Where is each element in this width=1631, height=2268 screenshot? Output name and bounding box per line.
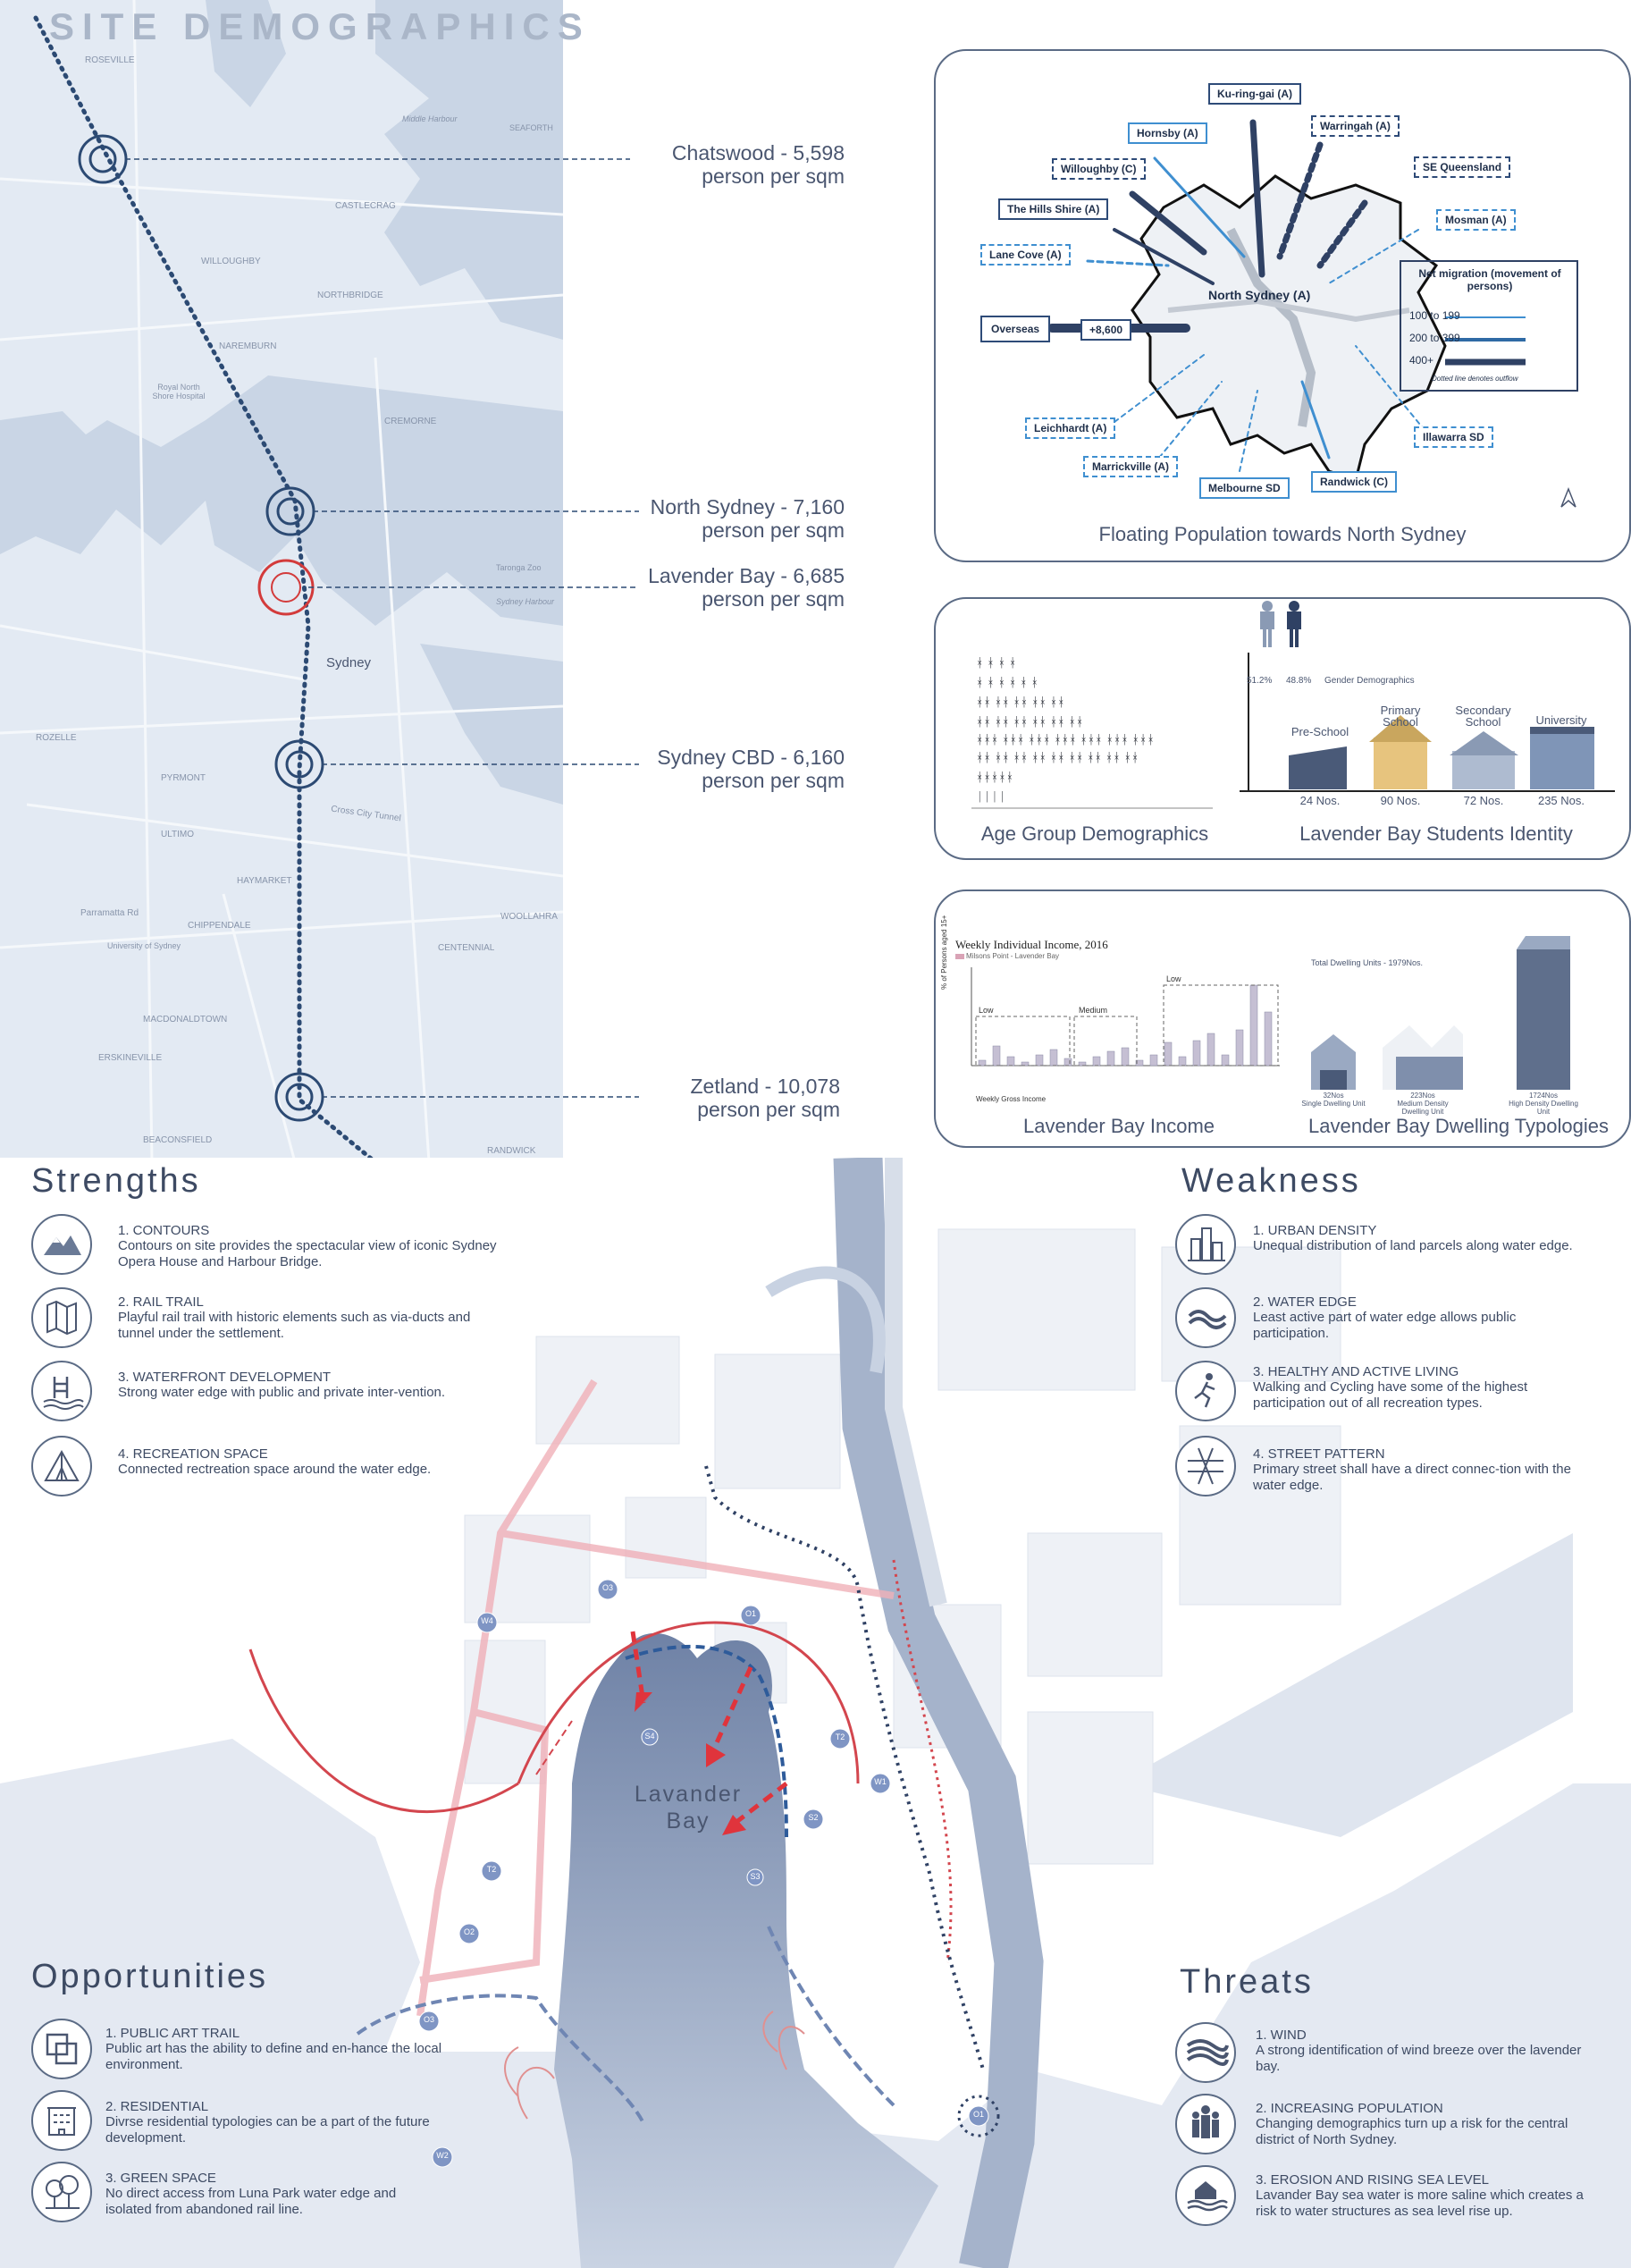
income-bar [1207, 1033, 1215, 1066]
income-bar [1064, 1058, 1072, 1066]
apartment-icon [31, 2090, 92, 2151]
station-zetland [572, 1075, 840, 1121]
legend-title: Net migration (movement of persons) [1418, 267, 1561, 292]
map-label-woollahra: WOOLLAHRA [500, 912, 558, 922]
map-label-taronga: Taronga Zoo [496, 563, 542, 572]
weakness-item-4 [1253, 1446, 1575, 1494]
dwelling-high-count: 1724Nos [1528, 1092, 1559, 1100]
threat-item-1-title: 1. WIND [1256, 2028, 1307, 2043]
map-label-beaconsfield: BEACONSFIELD [143, 1135, 213, 1145]
income-bar [1122, 1048, 1129, 1066]
region-ku-ring-gai: Ku-ring-gai (A) [1208, 83, 1301, 105]
threat-item-1-desc: A strong identification of wind breeze over the lavender bay. [1256, 2043, 1582, 2074]
region-lane-cove: Lane Cove (A) [980, 244, 1071, 266]
flood-house-icon [1175, 2165, 1236, 2226]
strength-item-2-title: 2. RAIL TRAIL [118, 1294, 204, 1310]
school-secondary-name: Secondary School [1455, 704, 1511, 729]
dwelling-single-type: Single Dwelling Unit [1301, 1100, 1366, 1108]
weakness-item-2-desc: Least active part of water edge allows public participation. [1253, 1310, 1517, 1341]
trees-icon [31, 2162, 92, 2222]
dwelling-caption: Lavender Bay Dwelling Typologies [1308, 1115, 1609, 1137]
map-label-seaforth: SEAFORTH [509, 123, 553, 132]
weakness-item-3-title: 3. HEALTHY AND ACTIVE LIVING [1253, 1364, 1459, 1379]
map-trail-icon [31, 1287, 92, 1348]
age-caption: Age Group Demographics [980, 822, 1209, 845]
income-bar [1150, 1055, 1157, 1066]
income-bar [1265, 1012, 1272, 1066]
dwelling-medium-type: Medium Density Dwelling Unit [1397, 1100, 1449, 1116]
income-bar [1107, 1051, 1114, 1066]
dwelling-high [1508, 1092, 1579, 1116]
opportunity-item-3-desc: No direct access from Luna Park water edge and isolated from abandoned rail line. [105, 2186, 397, 2217]
map-label-university: University of Sydney [107, 941, 181, 950]
map-label-naremburn: NAREMBURN [219, 341, 277, 351]
map-label-royal-north: Royal North Shore Hospital [152, 383, 206, 400]
marker-o1-a: O1 [744, 1609, 756, 1618]
income-bar [1236, 1030, 1243, 1066]
threat-item-2-title: 2. INCREASING POPULATION [1256, 2101, 1443, 2116]
income-legend: Milsons Point - Lavender Bay [966, 952, 1060, 960]
marker-o2: O2 [463, 1927, 475, 1936]
station-sydney-cbd-name: Sydney CBD - 6,160 [657, 746, 845, 769]
map-label-centennial: CENTENNIAL [438, 943, 495, 953]
income-bar [1164, 1042, 1172, 1066]
station-chatswood-unit: person per sqm [702, 164, 845, 188]
weakness-item-4-title: 4. STREET PATTERN [1253, 1446, 1385, 1462]
region-willoughby: Willoughby (C) [1052, 158, 1146, 180]
bay-name [608, 1781, 769, 1834]
threat-item-2-desc: Changing demographics turn up a risk for the central district of North Sydney. [1256, 2116, 1568, 2147]
school-primary-count: 90 Nos. [1380, 794, 1421, 807]
region-hills-shire: The Hills Shire (A) [998, 198, 1108, 220]
weakness-item-2-title: 2. WATER EDGE [1253, 1294, 1357, 1310]
strength-item-4-title: 4. RECREATION SPACE [118, 1446, 268, 1462]
map-label-sydney: Sydney [326, 655, 372, 670]
bay-name-line2: Bay [666, 1808, 710, 1834]
bay-name-line1: Lavander [634, 1782, 743, 1807]
station-lavender-bay-unit: person per sqm [702, 587, 845, 611]
runner-icon [1175, 1361, 1236, 1421]
income-bar [1079, 1062, 1086, 1066]
threat-item-2 [1256, 2101, 1586, 2148]
threat-item-3-title: 3. EROSION AND RISING SEA LEVEL [1256, 2172, 1489, 2188]
marker-s4: S4 [644, 1732, 655, 1741]
station-sydney-cbd [576, 746, 845, 792]
opportunity-item-1-title: 1. PUBLIC ART TRAIL [105, 2026, 240, 2041]
marker-o1-b: O1 [972, 2110, 984, 2119]
station-north-sydney-unit: person per sqm [702, 519, 845, 542]
income-bar [1093, 1057, 1100, 1066]
school-university-count: 235 Nos. [1537, 794, 1585, 807]
station-zetland-name: Zetland - 10,078 [690, 1075, 840, 1098]
dwelling-medium-count: 223Nos [1410, 1092, 1435, 1100]
opportunity-item-3-title: 3. GREEN SPACE [105, 2171, 216, 2186]
income-bar [1250, 985, 1257, 1066]
svg-text:ᚼᚼ ᚼᚼ ᚼᚼ ᚼᚼ ᚼᚼ: ᚼᚼ ᚼᚼ ᚼᚼ ᚼᚼ ᚼᚼ [976, 695, 1065, 709]
school-preschool-count: 24 Nos. [1299, 794, 1341, 807]
income-bar [1036, 1055, 1043, 1066]
school-preschool-name: Pre-School [1291, 725, 1349, 738]
map-label-northbridge: NORTHBRIDGE [317, 291, 383, 300]
svg-text:ᚼᚼᚼᚼᚼ: ᚼᚼᚼᚼᚼ [976, 770, 1013, 784]
strength-item-4 [118, 1446, 502, 1478]
art-frame-icon [31, 2019, 92, 2079]
weakness-item-3-desc: Walking and Cycling have some of the highest participation out of all recreation types. [1253, 1379, 1528, 1411]
svg-text:ᚼ ᚼ ᚼ ᚼ ᚼ ᚼ: ᚼ ᚼ ᚼ ᚼ ᚼ ᚼ [976, 675, 1038, 689]
income-chart-title: Weekly Individual Income, 2016 [955, 938, 1108, 951]
region-hornsby: Hornsby (A) [1128, 122, 1207, 144]
opportunity-item-3 [105, 2171, 427, 2218]
legend-item-1: 100 to 199 [1409, 309, 1460, 322]
weakness-item-3 [1253, 1364, 1575, 1412]
map-label-rozelle: ROZELLE [36, 733, 77, 743]
threats-heading: Threats [1180, 1963, 1314, 2001]
income-bar [1222, 1055, 1229, 1066]
pool-ladder-icon [31, 1361, 92, 1421]
income-band-high: Low [1166, 974, 1181, 983]
weakness-item-1-desc: Unequal distribution of land parcels along water edge. [1253, 1238, 1573, 1253]
strengths-heading: Strengths [31, 1162, 201, 1200]
map-label-ultimo: ULTIMO [161, 830, 195, 839]
opportunity-item-2 [105, 2099, 454, 2146]
region-randwick: Randwick (C) [1311, 471, 1397, 493]
buildings-icon [1175, 1214, 1236, 1275]
school-university-name: University [1535, 713, 1587, 727]
strength-item-3-title: 3. WATERFRONT DEVELOPMENT [118, 1370, 332, 1385]
weakness-heading: Weakness [1181, 1162, 1361, 1200]
population-icon [1175, 2094, 1236, 2154]
map-label-cross-city: Cross City Tunnel [330, 804, 402, 824]
region-mosman: Mosman (A) [1436, 209, 1516, 231]
region-overseas: Overseas [980, 316, 1050, 342]
mountain-icon [31, 1214, 92, 1275]
demographics-panel [934, 597, 1631, 860]
region-illawarra: Illawarra SD [1414, 426, 1493, 448]
region-melbourne: Melbourne SD [1199, 477, 1290, 499]
legend-item-2: 200 to 399 [1409, 332, 1460, 344]
station-north-sydney-name: North Sydney - 7,160 [650, 495, 845, 519]
income-bar [979, 1060, 986, 1066]
map-label-erskineville: ERSKINEVILLE [98, 1053, 163, 1063]
opportunities-heading: Opportunities [31, 1958, 269, 1995]
marker-w2: W2 [436, 2151, 449, 2160]
weakness-item-2 [1253, 1294, 1575, 1342]
station-north-sydney [576, 495, 845, 542]
dwelling-single [1298, 1092, 1369, 1108]
marker-s2: S2 [808, 1813, 819, 1822]
strength-item-3 [118, 1370, 502, 1401]
threat-item-3 [1256, 2172, 1586, 2220]
station-chatswood [576, 141, 845, 188]
strength-item-1 [118, 1223, 502, 1270]
wave-icon [1175, 1287, 1236, 1348]
svg-text:ᚼᚼ ᚼᚼ ᚼᚼ ᚼᚼ ᚼᚼ ᚼᚼ: ᚼᚼ ᚼᚼ ᚼᚼ ᚼᚼ ᚼᚼ ᚼᚼ [976, 714, 1084, 729]
gender-label: Gender Demographics [1324, 676, 1415, 686]
street-pattern-icon [1175, 1436, 1236, 1497]
map-label-cremorne: CREMORNE [384, 417, 437, 426]
legend-note: Dotted line denotes outflow [1432, 375, 1518, 383]
school-secondary-count: 72 Nos. [1463, 794, 1504, 807]
svg-text:ᚼᚼᚼ ᚼᚼᚼ ᚼᚼᚼ ᚼᚼᚼ ᚼᚼᚼ ᚼᚼᚼ ᚼᚼᚼ: ᚼᚼᚼ ᚼᚼᚼ ᚼᚼᚼ ᚼᚼᚼ ᚼᚼᚼ ᚼᚼᚼ ᚼᚼᚼ [976, 732, 1155, 746]
station-lavender-bay-name: Lavender Bay - 6,685 [648, 564, 845, 587]
region-se-queensland: SE Queensland [1414, 156, 1510, 178]
map-label-parramatta: Parramatta Rd [80, 908, 139, 918]
marker-t2-b: T2 [486, 1865, 497, 1874]
opportunity-item-1-desc: Public art has the ability to define and en-hance the local environment. [105, 2041, 442, 2072]
threat-item-3-desc: Lavander Bay sea water is more saline which creates a risk to water structures as sea level rise up. [1256, 2188, 1584, 2219]
marker-w1: W1 [874, 1777, 887, 1786]
overseas-value: +8,600 [1080, 319, 1131, 341]
map-label-chippendale: CHIPPENDALE [188, 921, 251, 931]
map-label-willoughby: WILLOUGHBY [201, 257, 261, 266]
school-primary-name: Primary School [1380, 704, 1421, 729]
center-north-sydney: North Sydney (A) [1208, 288, 1311, 302]
region-warringah: Warringah (A) [1311, 115, 1400, 137]
income-xlabel: Weekly Gross Income [976, 1095, 1047, 1103]
map-label-haymarket: HAYMARKET [237, 876, 292, 886]
svg-text:ᛁᛁᛁᛁ: ᛁᛁᛁᛁ [976, 789, 1006, 804]
marker-o3-a: O3 [601, 1583, 613, 1592]
students-caption: Lavender Bay Students Identity [1299, 822, 1573, 845]
strength-item-3-desc: Strong water edge with public and private inter-vention. [118, 1385, 446, 1400]
map-label-castlecrag: CASTLECRAG [335, 201, 396, 211]
gender-pct-female: 48.8% [1286, 676, 1312, 686]
strength-item-2 [118, 1294, 502, 1342]
income-band-low: Low [979, 1006, 994, 1015]
strength-item-2-desc: Playful rail trail with historic elements such as via-ducts and tunnel under the settlement. [118, 1310, 471, 1341]
page-title: SITE DEMOGRAPHICS [49, 5, 591, 47]
svg-text:ᚼᚼ ᚼᚼ ᚼᚼ ᚼᚼ ᚼᚼ ᚼᚼ ᚼᚼ ᚼᚼ ᚼᚼ: ᚼᚼ ᚼᚼ ᚼᚼ ᚼᚼ ᚼᚼ ᚼᚼ ᚼᚼ ᚼᚼ ᚼᚼ [976, 750, 1139, 764]
dwelling-medium [1387, 1092, 1459, 1116]
income-ylabel: % of Persons aged 15+ [940, 915, 948, 990]
dwelling-single-count: 32Nos [1323, 1092, 1344, 1100]
weakness-item-1 [1253, 1223, 1575, 1254]
map-label-sydney-harbour: Sydney Harbour [496, 597, 555, 606]
legend-item-3: 400+ [1409, 354, 1434, 367]
station-sydney-cbd-unit: person per sqm [702, 769, 845, 792]
marker-o3-b: O3 [423, 2015, 434, 2024]
map-label-roseville: ROSEVILLE [85, 55, 135, 65]
income-bar [1050, 1050, 1057, 1066]
map-label-pyrmont: PYRMONT [161, 773, 206, 783]
migration-caption: Floating Population towards North Sydney [1098, 523, 1467, 545]
station-zetland-unit: person per sqm [697, 1098, 840, 1121]
opportunity-item-2-desc: Divrse residential typologies can be a part of the future development. [105, 2114, 430, 2146]
income-bar [1179, 1057, 1186, 1066]
opportunity-item-2-title: 2. RESIDENTIAL [105, 2099, 209, 2114]
opportunity-item-1 [105, 2026, 454, 2073]
marker-s3: S3 [750, 1872, 761, 1881]
station-chatswood-name: Chatswood - 5,598 [671, 141, 845, 164]
income-caption: Lavender Bay Income [1022, 1115, 1215, 1137]
map-label-randwick: RANDWICK [487, 1146, 536, 1156]
tent-icon [31, 1436, 92, 1497]
region-leichhardt: Leichhardt (A) [1025, 417, 1115, 439]
income-band-medium: Medium [1079, 1006, 1108, 1015]
map-label-macdonaldtown: MACDONALDTOWN [143, 1015, 228, 1024]
gender-pct-male: 51.2% [1247, 676, 1273, 686]
income-panel [934, 889, 1631, 1148]
map-label-middle-harbour: Middle Harbour [402, 114, 458, 123]
weakness-item-4-desc: Primary street shall have a direct connec-tion with the water edge. [1253, 1462, 1571, 1493]
wind-icon [1175, 2022, 1236, 2083]
income-bar [1193, 1041, 1200, 1066]
income-bar [1007, 1057, 1014, 1066]
weakness-item-1-title: 1. URBAN DENSITY [1253, 1223, 1377, 1238]
strength-item-1-title: 1. CONTOURS [118, 1223, 210, 1238]
total-dwelling-units: Total Dwelling Units - 1979Nos. [1311, 958, 1424, 967]
strength-item-1-desc: Contours on site provides the spectacular view of iconic Sydney Opera House and Harbour Bridge. [118, 1238, 497, 1269]
marker-t2-a: T2 [835, 1733, 845, 1741]
migration-panel [934, 49, 1631, 562]
svg-text:ᚼ ᚼ ᚼ ᚼ: ᚼ ᚼ ᚼ ᚼ [976, 655, 1017, 670]
income-bar [993, 1046, 1000, 1066]
marker-w4: W4 [481, 1616, 493, 1625]
dwelling-high-type: High Density Dwelling Unit [1509, 1100, 1578, 1116]
strength-item-4-desc: Connected rectreation space around the water edge. [118, 1462, 432, 1477]
threat-item-1 [1256, 2028, 1586, 2075]
income-bar [1021, 1062, 1029, 1066]
region-marrickville: Marrickville (A) [1083, 456, 1178, 477]
station-lavender-bay [576, 564, 845, 611]
